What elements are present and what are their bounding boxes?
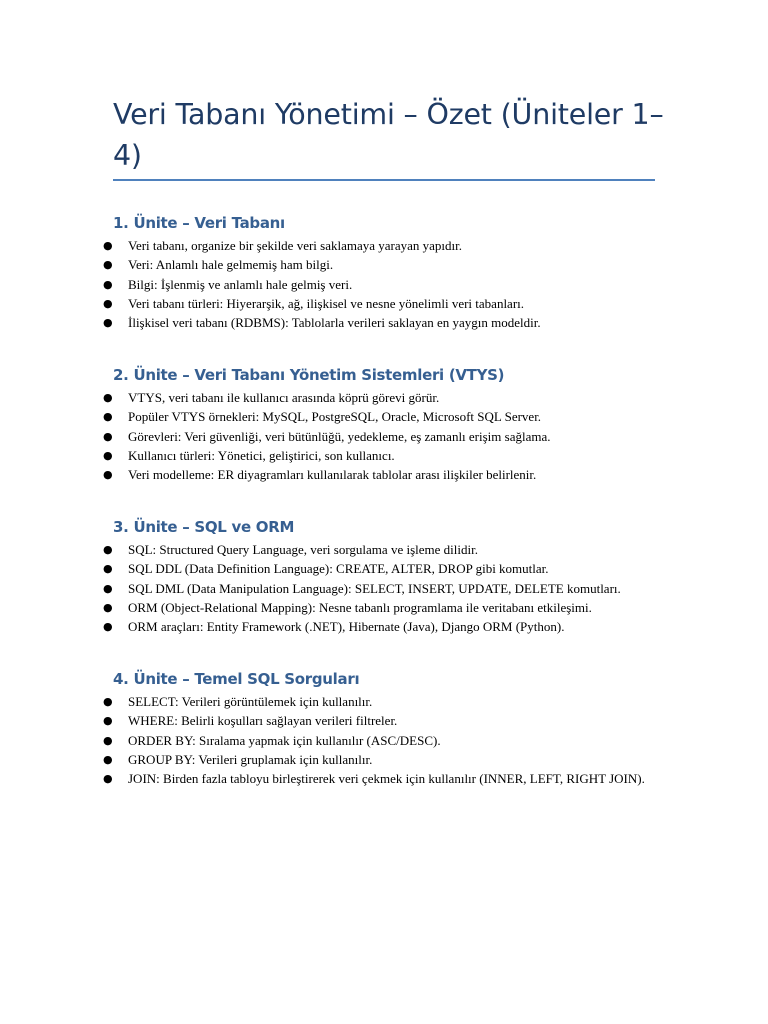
bullet-icon: ● — [103, 772, 113, 786]
section-unit-3 — [103, 516, 673, 636]
section-unit-1 — [103, 212, 673, 332]
list-item-text: Veri modelleme: ER diyagramları kullanılarak tablolar arası ilişkiler belirlenir. — [128, 467, 537, 483]
list-item — [103, 598, 673, 617]
section-unit-2 — [103, 364, 673, 484]
bullet-list — [103, 540, 673, 636]
bullet-icon: ● — [103, 620, 113, 634]
section-heading: 3. Ünite – SQL ve ORM — [113, 518, 295, 536]
bullet-icon: ● — [103, 714, 113, 728]
list-item — [103, 388, 673, 407]
list-item-text: WHERE: Belirli koşulları sağlayan verileri filtreler. — [128, 713, 398, 729]
bullet-icon: ● — [103, 316, 113, 330]
bullet-icon: ● — [103, 468, 113, 482]
list-item-text: ORDER BY: Sıralama yapmak için kullanılır (ASC/DESC). — [128, 732, 441, 748]
list-item — [103, 407, 673, 426]
bullet-icon: ● — [103, 695, 113, 708]
list-item-text: Popüler VTYS örnekleri: MySQL, PostgreSQL, Oracle, Microsoft SQL Server. — [128, 409, 542, 425]
bullet-list — [103, 236, 673, 332]
section-heading: 4. Ünite – Temel SQL Sorguları — [113, 670, 360, 688]
document-title: Veri Tabanı Yönetimi – Özet (Üniteler 1–4) — [113, 98, 664, 172]
list-item — [103, 255, 673, 274]
list-item — [103, 313, 673, 332]
list-item-text: GROUP BY: Verileri gruplamak için kullanılır. — [128, 751, 373, 767]
list-item — [103, 446, 673, 465]
bullet-icon: ● — [103, 277, 113, 291]
section-heading: 1. Ünite – Veri Tabanı — [113, 214, 285, 232]
title-underline — [113, 179, 655, 181]
list-item-text: SQL: Structured Query Language, veri sorgulama ve işleme dilidir. — [128, 542, 478, 557]
bullet-icon: ● — [103, 543, 113, 556]
bullet-list — [103, 692, 673, 788]
bullet-icon: ● — [103, 239, 113, 252]
bullet-icon: ● — [103, 448, 113, 462]
list-item — [103, 465, 673, 484]
bullet-icon: ● — [103, 581, 113, 595]
list-item-text: Veri tabanı türleri: Hiyerarşik, ağ, ilişkisel ve nesne yönelimli veri tabanları. — [128, 295, 525, 311]
list-item-text: ORM (Object-Relational Mapping): Nesne tabanlı programlama ile veritabanı etkileşimi. — [128, 599, 592, 615]
list-item-text: Kullanıcı türleri: Yönetici, geliştirici, son kullanıcı. — [128, 447, 395, 463]
list-item-text: SQL DDL (Data Definition Language): CREATE, ALTER, DROP gibi komutlar. — [128, 561, 549, 577]
list-item — [103, 559, 673, 578]
list-item — [103, 540, 673, 559]
list-item-text: SQL DML (Data Manipulation Language): SELECT, INSERT, UPDATE, DELETE komutları. — [128, 580, 621, 596]
list-item — [103, 617, 673, 636]
list-item — [103, 769, 673, 788]
list-item-text: Bilgi: İşlenmiş ve anlamlı hale gelmiş veri. — [128, 276, 353, 292]
bullet-list — [103, 388, 673, 484]
list-item-text: Görevleri: Veri güvenliği, veri bütünlüğü, yedekleme, eş zamanlı erişim sağlama. — [128, 428, 551, 444]
list-item-text: VTYS, veri tabanı ile kullanıcı arasında köprü görevi görür. — [128, 390, 440, 405]
bullet-icon: ● — [103, 429, 113, 443]
list-item — [103, 711, 673, 730]
bullet-icon: ● — [103, 752, 113, 766]
list-item — [103, 236, 673, 255]
list-item-text: Veri: Anlamlı hale gelmemiş ham bilgi. — [128, 257, 334, 273]
list-item-text: ORM araçları: Entity Framework (.NET), Hibernate (Java), Django ORM (Python). — [128, 619, 565, 635]
list-item-text: Veri tabanı, organize bir şekilde veri saklamaya yarayan yapıdır. — [128, 238, 463, 253]
list-item-text: JOIN: Birden fazla tabloyu birleştirerek veri çekmek için kullanılır (INNER, LEFT, RIGHT JOIN). — [128, 771, 645, 787]
section-heading: 2. Ünite – Veri Tabanı Yönetim Sistemleri (VTYS) — [113, 366, 505, 384]
bullet-icon: ● — [103, 391, 113, 404]
section-unit-4 — [103, 668, 673, 788]
list-item — [103, 692, 673, 711]
list-item — [103, 731, 673, 750]
bullet-icon: ● — [103, 562, 113, 576]
bullet-icon: ● — [103, 733, 113, 747]
list-item-text: SELECT: Verileri görüntülemek için kullanılır. — [128, 694, 373, 709]
bullet-icon: ● — [103, 296, 113, 310]
list-item — [103, 275, 673, 294]
bullet-icon: ● — [103, 410, 113, 424]
list-item — [103, 750, 673, 769]
bullet-icon: ● — [103, 600, 113, 614]
list-item — [103, 427, 673, 446]
list-item-text: İlişkisel veri tabanı (RDBMS): Tablolarla verileri saklayan en yaygın modeldir. — [128, 315, 541, 331]
list-item — [103, 294, 673, 313]
bullet-icon: ● — [103, 258, 113, 272]
list-item — [103, 579, 673, 598]
